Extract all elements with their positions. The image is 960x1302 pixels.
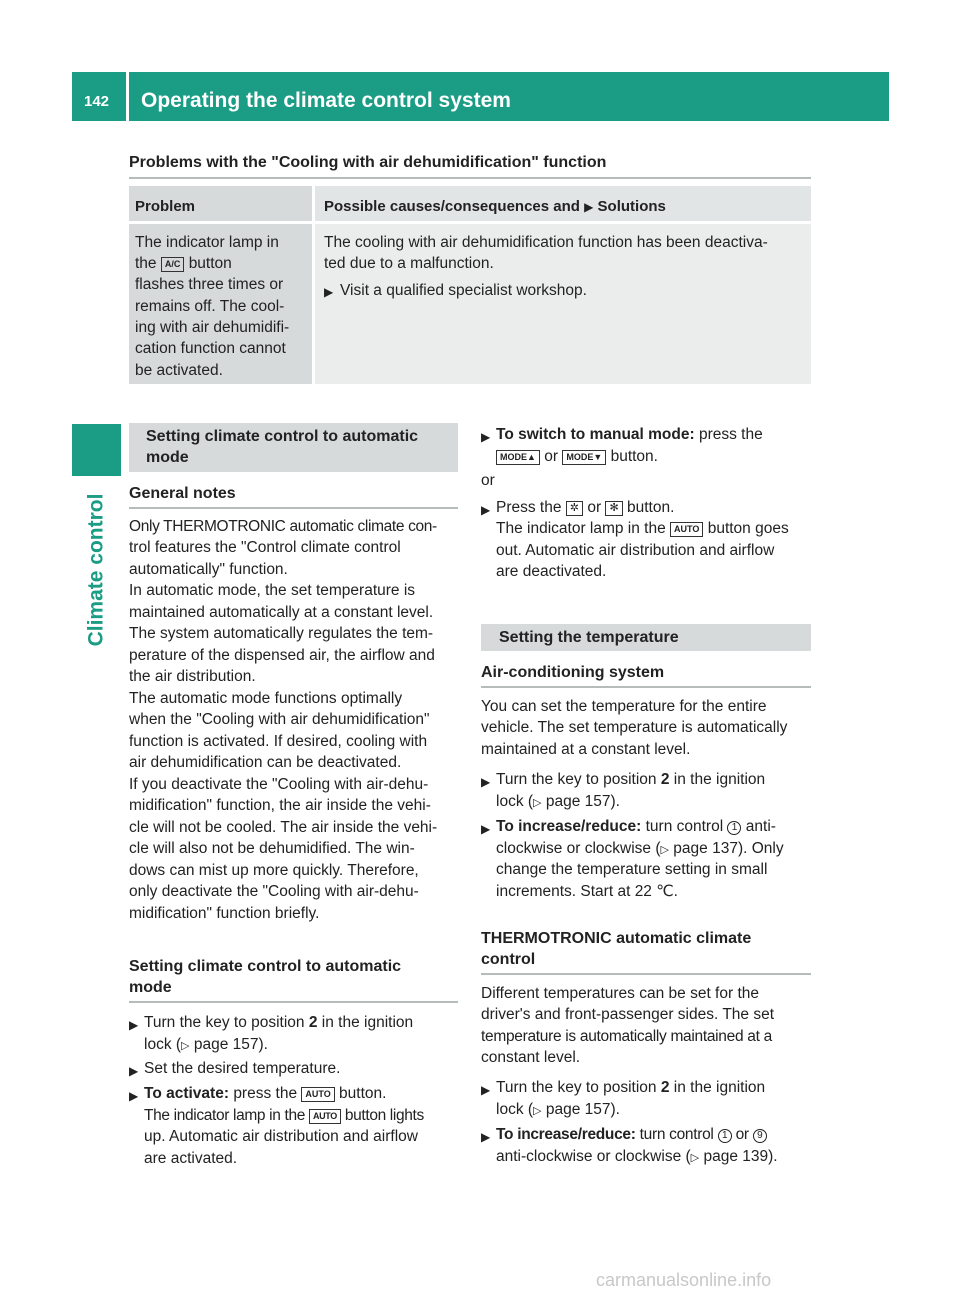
step-text: The indicator lamp in the AUTO button goes bbox=[496, 520, 789, 537]
page-ref-icon: ▷ bbox=[181, 1040, 190, 1052]
cause-line: The cooling with air dehumidification function has been deactiva- bbox=[324, 234, 768, 251]
step-text: are deactivated. bbox=[496, 563, 607, 580]
paragraph-line: cle will also not be dehumidified. The win- bbox=[129, 840, 415, 857]
divider bbox=[129, 507, 458, 509]
subheading: mode bbox=[129, 979, 172, 996]
step-arrow-icon: ▶ bbox=[129, 1064, 139, 1078]
paragraph-line: automatically" function. bbox=[129, 561, 288, 578]
control-1-icon: 1 bbox=[727, 821, 741, 835]
step-text: Turn the key to position 2 in the ignition bbox=[496, 771, 766, 788]
problem-line: The indicator lamp in bbox=[135, 234, 279, 251]
step-text: To activate: press the AUTO button. bbox=[144, 1085, 387, 1102]
paragraph-line: If you deactivate the "Cooling with air-dehu- bbox=[129, 776, 429, 793]
control-9-icon: 9 bbox=[753, 1129, 767, 1143]
auto-button-icon: AUTO bbox=[309, 1109, 341, 1124]
step-text: To increase/reduce: turn control 1 anti- bbox=[496, 818, 776, 835]
problem-line: ing with air dehumidifi- bbox=[135, 319, 290, 336]
problem-line: cation function cannot bbox=[135, 340, 286, 357]
step-text: lock (▷ page 157). bbox=[144, 1036, 268, 1053]
page-title: Operating the climate control system bbox=[141, 89, 511, 112]
divider bbox=[129, 1001, 458, 1003]
step-text: Turn the key to position 2 in the ignition bbox=[144, 1014, 414, 1031]
step-arrow-icon: ▶ bbox=[481, 1083, 491, 1097]
paragraph-line: The automatic mode functions optimally bbox=[129, 690, 403, 707]
divider bbox=[481, 686, 811, 688]
problem-line: the A/C button bbox=[135, 255, 232, 272]
step-arrow-icon: ▶ bbox=[481, 775, 491, 789]
page-ref-icon: ▷ bbox=[660, 844, 669, 856]
ac-button-icon: A/C bbox=[161, 257, 185, 272]
auto-button-icon: AUTO bbox=[301, 1087, 334, 1102]
divider bbox=[129, 177, 811, 179]
paragraph-line: The system automatically regulates the tem- bbox=[129, 625, 434, 642]
step-text: increments. Start at 22 ℃. bbox=[496, 883, 678, 900]
paragraph-line: the air distribution. bbox=[129, 668, 256, 685]
paragraph-line: when the "Cooling with air dehumidification" bbox=[129, 711, 430, 728]
subheading: Air-conditioning system bbox=[481, 664, 665, 681]
divider bbox=[481, 973, 811, 975]
step-text: MODE▲ or MODE▼ button. bbox=[496, 446, 658, 468]
paragraph-line: maintained at a constant level. bbox=[481, 741, 691, 758]
cause-line: ted due to a malfunction. bbox=[324, 255, 494, 272]
paragraph-line: midification" function, the air inside the vehi- bbox=[129, 797, 431, 814]
arrow-icon: ▶ bbox=[584, 200, 594, 214]
paragraph-line: only deactivate the "Cooling with air-dehu- bbox=[129, 883, 419, 900]
section-heading: Setting climate control to automatic bbox=[146, 428, 419, 445]
step-text: Set the desired temperature. bbox=[144, 1060, 341, 1077]
subheading: control bbox=[481, 951, 536, 968]
section-heading: Setting the temperature bbox=[499, 629, 679, 646]
solution-step: Visit a qualified specialist workshop. bbox=[340, 282, 587, 299]
step-arrow-icon: ▶ bbox=[324, 285, 334, 299]
paragraph-line: cle will not be cooled. The air inside the vehi- bbox=[129, 819, 438, 836]
fan-increase-button-icon: ✲ bbox=[566, 501, 583, 516]
mode-down-button-icon: MODE▼ bbox=[562, 450, 606, 465]
chapter-label: Climate control bbox=[84, 493, 108, 647]
table-title: Problems with the "Cooling with air dehumidification" function bbox=[129, 154, 607, 171]
section-heading: mode bbox=[146, 449, 189, 466]
step-arrow-icon: ▶ bbox=[481, 430, 491, 444]
paragraph-line: driver's and front-passenger sides. The set bbox=[481, 1006, 775, 1023]
subheading: THERMOTRONIC automatic climate bbox=[481, 930, 752, 947]
paragraph-line: perature of the dispensed air, the airflow and bbox=[129, 647, 435, 664]
step-text: anti-clockwise or clockwise (▷ page 139). bbox=[496, 1148, 778, 1165]
step-text: The indicator lamp in the AUTO button lights bbox=[144, 1107, 424, 1124]
paragraph-line: air dehumidification can be deactivated. bbox=[129, 754, 402, 771]
step-text: out. Automatic air distribution and airflow bbox=[496, 542, 775, 559]
step-text: clockwise or clockwise (▷ page 137). Only bbox=[496, 840, 784, 857]
or-text: or bbox=[481, 472, 495, 489]
header-separator bbox=[126, 72, 129, 121]
step-text: To switch to manual mode: press the bbox=[496, 426, 763, 443]
paragraph-line: trol features the "Control climate control bbox=[129, 539, 401, 556]
step-text: Press the ✲ or ✻ button. bbox=[496, 499, 675, 516]
column-header-problem: Problem bbox=[135, 198, 196, 215]
step-arrow-icon: ▶ bbox=[481, 503, 491, 517]
problem-line: remains off. The cool- bbox=[135, 298, 285, 315]
step-arrow-icon: ▶ bbox=[481, 822, 491, 836]
paragraph-line: dows can mist up more quickly. Therefore, bbox=[129, 862, 419, 879]
page-number: 142 bbox=[84, 93, 110, 110]
step-text: change the temperature setting in small bbox=[496, 861, 768, 878]
step-text: lock (▷ page 157). bbox=[496, 793, 620, 810]
step-text: are activated. bbox=[144, 1150, 238, 1167]
page-ref-icon: ▷ bbox=[690, 1152, 700, 1164]
control-1-icon: 1 bbox=[718, 1129, 732, 1143]
paragraph-line: midification" function briefly. bbox=[129, 905, 320, 922]
problem-line: be activated. bbox=[135, 362, 223, 379]
mode-up-button-icon: MODE▲ bbox=[496, 450, 540, 465]
paragraph-line: Different temperatures can be set for the bbox=[481, 985, 760, 1002]
paragraph-line: In automatic mode, the set temperature is bbox=[129, 582, 416, 599]
paragraph-line: constant level. bbox=[481, 1049, 581, 1066]
paragraph-line: vehicle. The set temperature is automatically bbox=[481, 719, 788, 736]
paragraph-line: You can set the temperature for the entire bbox=[481, 698, 767, 715]
auto-button-icon: AUTO bbox=[670, 522, 703, 537]
paragraph-line: function is activated. If desired, cooling with bbox=[129, 733, 428, 750]
step-text: To increase/reduce: turn control 1 or 9 bbox=[496, 1124, 767, 1146]
paragraph-line: Only THERMOTRONIC automatic climate con- bbox=[129, 518, 437, 535]
paragraph-line: maintained automatically at a constant level. bbox=[129, 604, 434, 621]
subheading-general-notes: General notes bbox=[129, 485, 236, 502]
problem-line: flashes three times or bbox=[135, 276, 284, 293]
step-arrow-icon: ▶ bbox=[129, 1018, 139, 1032]
page-ref-icon: ▷ bbox=[533, 797, 542, 809]
step-arrow-icon: ▶ bbox=[129, 1089, 139, 1103]
step-text: up. Automatic air distribution and airflow bbox=[144, 1128, 418, 1145]
step-text: Turn the key to position 2 in the ignition bbox=[496, 1079, 766, 1096]
subheading: Setting climate control to automatic bbox=[129, 958, 402, 975]
column-header-solutions: Possible causes/consequences and ▶ Solutions bbox=[324, 198, 666, 215]
step-arrow-icon: ▶ bbox=[481, 1130, 491, 1144]
chapter-tab bbox=[72, 424, 121, 476]
page-ref-icon: ▷ bbox=[533, 1105, 542, 1117]
paragraph-line: temperature is automatically maintained at a bbox=[481, 1028, 772, 1045]
watermark: carmanualsonline.info bbox=[596, 1270, 772, 1290]
step-text: lock (▷ page 157). bbox=[496, 1101, 620, 1118]
fan-decrease-button-icon: ✻ bbox=[605, 501, 622, 516]
